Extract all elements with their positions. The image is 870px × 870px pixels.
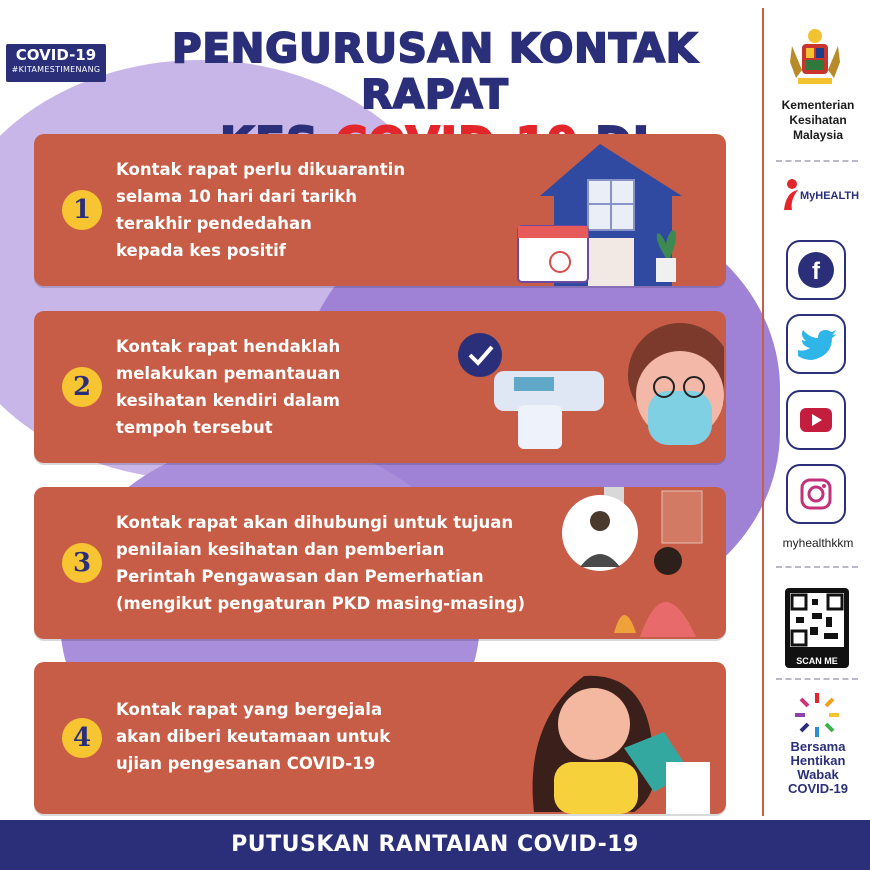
facebook-icon	[788, 242, 844, 298]
qr-pattern	[790, 593, 844, 647]
step-card-2	[34, 311, 726, 463]
step-number-badge: 3	[62, 543, 102, 583]
step-line: Kontak rapat yang bergejala	[116, 700, 383, 719]
footer-banner: PUTUSKAN RANTAIAN COVID-19	[0, 820, 870, 870]
ministry-line: Kesihatan	[789, 113, 847, 127]
twitter-icon	[788, 316, 844, 372]
ministry-line: Malaysia	[792, 128, 844, 142]
instagram-icon	[788, 466, 844, 522]
badge-hashtag: #KITAMESTIMENANG	[11, 65, 101, 74]
malaysia-crest-logo	[780, 22, 850, 92]
sidebar-divider	[776, 566, 858, 568]
step-line: melakukan pemantauan	[116, 364, 341, 383]
youtube-button[interactable]	[786, 390, 846, 450]
step-number-badge: 4	[62, 718, 102, 758]
bersama-line: Hentikan	[790, 753, 846, 768]
step-line: Kontak rapat hendaklah	[116, 337, 341, 356]
step-line: (mengikut pengaturan PKD masing-masing)	[116, 594, 526, 613]
step-card-1	[34, 134, 726, 286]
bersama-tagline	[770, 740, 866, 796]
step-line: kesihatan kendiri dalam	[116, 391, 340, 410]
step-line: kepada kes positif	[116, 241, 286, 260]
step-text	[116, 333, 340, 441]
step-line: tempoh tersebut	[116, 418, 273, 437]
step-text	[116, 156, 405, 264]
step-number-badge: 2	[62, 367, 102, 407]
qr-label: SCAN ME	[796, 656, 838, 666]
bersama-line: COVID-19	[788, 781, 848, 796]
twitter-button[interactable]	[786, 314, 846, 374]
ministry-name	[770, 98, 866, 143]
step-line: selama 10 hari dari tarikh	[116, 187, 358, 206]
covid-badge	[6, 44, 106, 82]
step-text	[116, 509, 525, 617]
social-handle[interactable]: myhealthkkm	[782, 536, 854, 550]
instagram-button[interactable]	[786, 464, 846, 524]
svg-text:f: f	[812, 258, 820, 285]
sidebar-divider	[776, 678, 858, 680]
sidebar-divider	[776, 160, 858, 162]
step-card-3	[34, 487, 726, 639]
step-text	[116, 696, 390, 777]
video-call-illustration	[544, 487, 724, 639]
step-line: terakhir pendedahan	[116, 214, 312, 233]
thermometer-check-illustration	[454, 311, 724, 463]
step-line: ujian pengesanan COVID-19	[116, 754, 376, 773]
house-calendar-illustration	[470, 134, 720, 286]
qr-code[interactable]	[785, 588, 849, 668]
step-line: penilaian kesihatan dan pemberian	[116, 540, 445, 559]
myhealth-logo	[780, 178, 860, 216]
myhealth-figure-icon	[780, 178, 802, 212]
facebook-button[interactable]	[786, 240, 846, 300]
youtube-icon	[788, 392, 844, 448]
bersama-line: Wabak	[797, 767, 839, 782]
step-line: Kontak rapat akan dihubungi untuk tujuan	[116, 513, 514, 532]
step-line: Perintah Pengawasan dan Pemerhatian	[116, 567, 484, 586]
title-line-1: PENGURUSAN KONTAK RAPAT	[172, 26, 698, 118]
swab-test-illustration	[494, 662, 724, 814]
myhealth-label: MyHEALTH	[800, 190, 860, 202]
step-line: akan diberi keutamaan untuk	[116, 727, 391, 746]
step-number-badge: 1	[62, 190, 102, 230]
bersama-burst-logo	[785, 690, 849, 740]
step-line: Kontak rapat perlu dikuarantin	[116, 160, 406, 179]
ministry-line: Kementerian	[781, 98, 855, 112]
badge-title: COVID-19	[15, 46, 97, 64]
bersama-line: Bersama	[790, 739, 846, 754]
sidebar-divider	[762, 8, 764, 816]
step-card-4	[34, 662, 726, 814]
